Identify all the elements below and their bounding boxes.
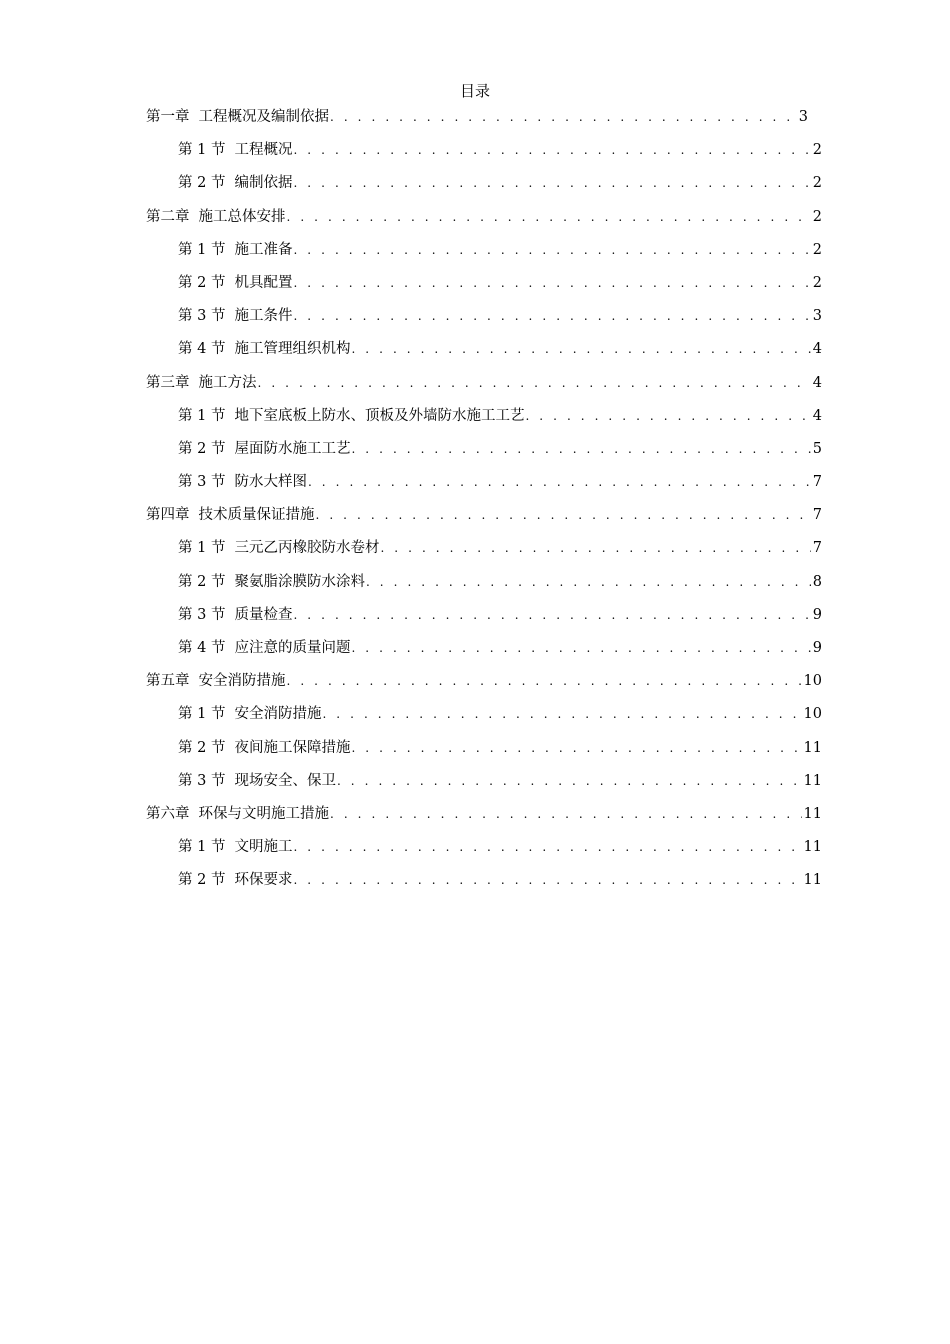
toc-page-number: 9 [812,606,822,623]
toc-entry-number: 第 1 节 [178,407,226,424]
toc-entry-number: 第 1 节 [178,241,226,258]
toc-title: 目录 [459,82,490,100]
toc-chapter-entry[interactable] [146,504,822,537]
toc-entry-label [178,571,365,593]
toc-page-number: 11 [803,839,822,856]
toc-page-number: 7 [812,474,822,491]
toc-dot-leader [293,272,810,294]
toc-entry-label [146,372,257,394]
toc-entry-text: 环保与文明施工措施 [198,805,329,822]
toc-entry-text: 现场安全、保卫 [234,772,336,789]
toc-entry-number: 第 3 节 [178,772,226,789]
toc-section-entry[interactable] [146,571,822,604]
toc-entry-label [146,504,315,526]
toc-dot-leader [293,239,810,261]
toc-page-number: 8 [812,573,822,590]
toc-section-entry[interactable] [146,836,822,869]
toc-entry-text: 防水大样图 [234,474,307,491]
toc-entry-text: 安全消防措施 [234,706,322,723]
toc-dot-leader [287,206,811,228]
toc-entry-label [178,770,336,792]
toc-entry-text: 应注意的质量问题 [234,640,351,656]
toc-entry-text: 施工管理组织机构 [234,341,351,358]
toc-chapter-entry[interactable] [146,670,822,703]
toc-chapter-entry[interactable] [146,372,822,405]
toc-entry-text: 安全消防措施 [198,673,286,690]
toc-entry-number: 第 2 节 [178,573,226,590]
toc-dot-leader [322,703,801,725]
toc-entry-label [178,637,350,659]
toc-entry-number: 第五章 [146,673,190,690]
toc-dot-leader [366,571,811,593]
toc-page-number: 2 [812,142,822,159]
toc-entry-text: 三元乙丙橡胶防水卷材 [234,540,380,557]
toc-entry-number: 第一章 [146,109,190,125]
toc-page-number: 4 [812,341,822,358]
toc-entry-label [146,670,286,692]
toc-page-number: 2 [812,208,822,225]
toc-page-number: 7 [812,540,822,557]
toc-page-number: 10 [803,673,822,690]
toc-page-number: 2 [812,241,822,258]
toc-entry-text: 质量检查 [234,606,293,623]
toc-section-entry[interactable] [146,305,822,338]
toc-section-entry[interactable] [146,272,822,305]
toc-page-number: 11 [803,872,822,889]
toc-entry-label [178,405,524,427]
toc-page-number: 4 [812,407,822,424]
toc-page-number: 11 [803,805,822,822]
toc-section-entry[interactable] [146,869,822,902]
toc-list [146,106,822,903]
toc-section-entry[interactable] [146,139,822,172]
toc-entry-number: 第 1 节 [178,706,226,723]
toc-entry-label [178,737,350,759]
toc-page-number: 11 [803,772,822,789]
toc-entry-number: 第 1 节 [178,839,226,856]
toc-entry-number: 第三章 [146,374,190,391]
toc-entry-text: 聚氨脂涂膜防水涂料 [234,573,365,590]
toc-entry-number: 第 3 节 [178,308,226,325]
toc-entry-label [178,836,292,858]
toc-dot-leader [316,504,811,526]
toc-entry-number: 第 2 节 [178,274,226,291]
toc-entry-number: 第四章 [146,507,190,524]
toc-entry-label [178,239,292,261]
toc-entry-text: 环保要求 [234,872,293,889]
toc-entry-label [178,338,350,360]
toc-dot-leader [293,836,801,858]
toc-entry-text: 施工条件 [234,308,293,325]
toc-page-number: 4 [812,374,822,391]
toc-dot-leader [287,670,802,692]
toc-entry-text: 文明施工 [234,839,293,856]
toc-entry-text: 施工准备 [234,241,293,258]
toc-dot-leader [293,305,810,327]
toc-chapter-entry[interactable] [146,206,822,239]
toc-dot-leader [308,471,811,493]
toc-entry-label [178,703,321,725]
toc-dot-leader [351,737,801,759]
toc-section-entry[interactable] [146,703,822,736]
toc-entry-number: 第 2 节 [178,872,226,889]
toc-entry-number: 第 1 节 [178,142,226,159]
toc-entry-label [178,272,292,294]
toc-section-entry[interactable] [146,405,822,438]
toc-page-number: 5 [812,440,822,457]
toc-entry-number: 第 1 节 [178,540,226,557]
toc-entry-number: 第 4 节 [178,341,226,358]
toc-entry-number: 第 4 节 [178,640,226,656]
toc-entry-number: 第 3 节 [178,474,226,491]
toc-entry-text: 施工方法 [198,374,257,391]
toc-entry-number: 第 3 节 [178,606,226,623]
toc-entry-label [178,471,307,493]
toc-entry-number: 第 2 节 [178,440,226,457]
toc-page-number: 3 [812,308,822,325]
toc-entry-text: 工程概况及编制依据 [198,109,329,125]
toc-chapter-entry[interactable] [146,106,808,139]
toc-entry-label [146,803,329,825]
toc-dot-leader [293,139,810,161]
toc-section-entry[interactable] [146,172,822,205]
toc-entry-number: 第 2 节 [178,175,226,192]
toc-dot-leader [293,172,810,194]
toc-entry-label [178,172,292,194]
toc-entry-number: 第二章 [146,208,190,225]
toc-section-entry[interactable] [146,239,822,272]
toc-entry-label [178,604,292,626]
toc-dot-leader [351,438,810,460]
toc-section-entry[interactable] [146,604,822,637]
toc-entry-text: 施工总体安排 [198,208,286,225]
toc-section-entry[interactable] [146,471,822,504]
toc-dot-leader [330,803,802,825]
toc-dot-leader [525,405,810,427]
toc-page-number: 3 [798,109,808,125]
toc-entry-text: 工程概况 [234,142,293,159]
toc-entry-text: 机具配置 [234,274,293,291]
toc-entry-label [146,206,286,228]
toc-dot-leader [337,770,802,792]
toc-entry-text: 屋面防水施工工艺 [234,440,351,457]
toc-entry-text: 编制依据 [234,175,293,192]
toc-page-number: 7 [812,507,822,524]
toc-section-entry[interactable] [146,737,822,770]
toc-section-entry[interactable] [146,770,822,803]
toc-section-entry[interactable] [146,338,822,371]
toc-dot-leader [293,869,801,891]
toc-section-entry[interactable] [146,637,822,670]
toc-dot-leader [258,372,811,394]
toc-entry-label [178,438,350,460]
toc-dot-leader [293,604,810,626]
toc-section-entry[interactable] [146,438,822,471]
toc-dot-leader [351,338,810,360]
toc-entry-number: 第六章 [146,805,190,822]
toc-entry-number: 第 2 节 [178,739,226,756]
toc-entry-label [178,305,292,327]
toc-chapter-entry[interactable] [146,803,822,836]
toc-page-number: 9 [812,640,822,656]
toc-entry-text: 地下室底板上防水、顶板及外墙防水施工工艺 [234,407,525,424]
toc-entry-text: 夜间施工保障措施 [234,739,351,756]
toc-page-number: 2 [812,274,822,291]
toc-entry-text: 技术质量保证措施 [198,507,315,524]
toc-page-number: 10 [803,706,822,723]
toc-dot-leader [351,637,810,659]
toc-entry-label [146,106,329,128]
toc-page-number: 2 [812,175,822,192]
toc-page-number: 11 [803,739,822,756]
toc-entry-label [178,537,379,559]
toc-dot-leader [380,537,810,559]
toc-entry-label [178,139,292,161]
toc-dot-leader [330,106,797,128]
toc-entry-label [178,869,292,891]
toc-section-entry[interactable] [146,537,822,570]
